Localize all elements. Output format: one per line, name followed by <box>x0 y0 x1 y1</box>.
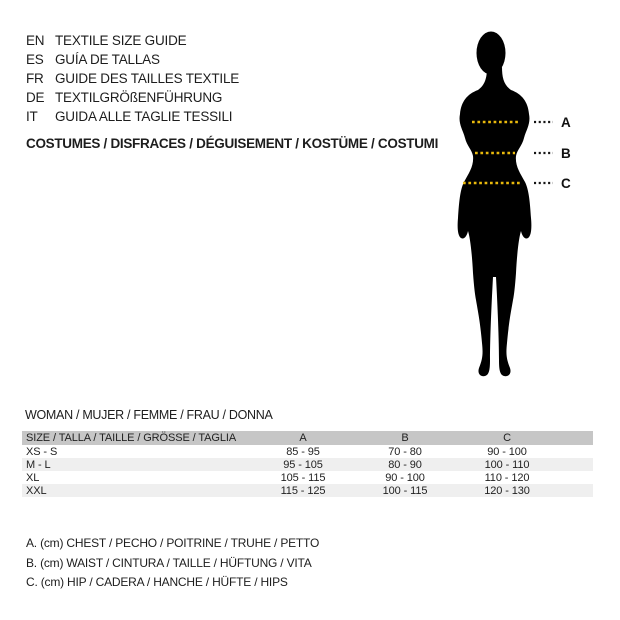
section-title-woman: WOMAN / MUJER / FEMME / FRAU / DONNA <box>25 408 273 422</box>
size-cell: M - L <box>26 458 51 471</box>
hip-cell: 120 - 130 <box>484 484 530 497</box>
lang-code: EN <box>26 33 45 48</box>
lang-code: FR <box>26 71 44 86</box>
waist-cell: 70 - 80 <box>388 445 422 458</box>
note-hip: C. (cm) HIP / CADERA / HANCHE / HÜFTE / HIPS <box>26 575 288 589</box>
measure-label-c: C <box>561 176 571 191</box>
size-cell: XXL <box>26 484 47 497</box>
measure-label-b: B <box>561 146 571 161</box>
waist-cell: 90 - 100 <box>385 471 425 484</box>
note-chest: A. (cm) CHEST / PECHO / POITRINE / TRUHE / PETTO <box>26 536 320 550</box>
lang-text: TEXTILE SIZE GUIDE <box>55 33 187 48</box>
hip-cell: 90 - 100 <box>487 445 527 458</box>
lang-row-de <box>26 88 239 107</box>
size-table-header-filler <box>558 431 593 445</box>
table-row <box>22 458 593 471</box>
table-row <box>22 471 593 484</box>
waist-cell: 80 - 90 <box>388 458 422 471</box>
size-cell: XS - S <box>26 445 58 458</box>
lang-row-en <box>26 31 239 50</box>
note-waist: B. (cm) WAIST / CINTURA / TAILLE / HÜFTUNG / VITA <box>26 555 312 570</box>
lang-row-it <box>26 107 239 126</box>
category-title: COSTUMES / DISFRACES / DÉGUISEMENT / KOSTÜME / COSTUMI <box>26 136 439 151</box>
chest-cell: 85 - 95 <box>286 445 320 458</box>
size-table-header-row <box>22 431 593 445</box>
woman-silhouette-figure <box>435 25 605 385</box>
hip-cell: 110 - 120 <box>484 471 530 484</box>
lang-text: GUIDA ALLE TAGLIE TESSILI <box>55 109 233 124</box>
hip-cell: 100 - 110 <box>484 458 530 471</box>
size-table-header-a: A <box>252 431 354 445</box>
silhouette-body <box>458 67 532 376</box>
size-table-header-size: SIZE / TALLA / TAILLE / GRÖSSE / TAGLIA <box>22 431 252 445</box>
chest-cell: 105 - 115 <box>280 471 326 484</box>
lang-text: GUÍA DE TALLAS <box>55 52 160 67</box>
lang-text: TEXTILGRÖßENFÜHRUNG <box>55 90 223 105</box>
lang-text: GUIDE DES TAILLES TEXTILE <box>55 71 240 86</box>
size-cell: XL <box>26 471 40 484</box>
waist-cell: 100 - 115 <box>382 484 428 497</box>
measurement-notes <box>26 534 319 593</box>
size-table-header-c: C <box>456 431 558 445</box>
chest-cell: 115 - 125 <box>280 484 326 497</box>
table-row <box>22 445 593 458</box>
table-row <box>22 484 593 497</box>
lang-code: DE <box>26 90 45 105</box>
language-list <box>26 31 239 126</box>
lang-row-es <box>26 50 239 69</box>
measure-label-a: A <box>561 115 571 130</box>
lang-code: IT <box>26 109 38 124</box>
size-table-header-b: B <box>354 431 456 445</box>
lang-code: ES <box>26 52 44 67</box>
size-table <box>22 431 593 497</box>
chest-cell: 95 - 105 <box>283 458 323 471</box>
lang-row-fr <box>26 69 239 88</box>
